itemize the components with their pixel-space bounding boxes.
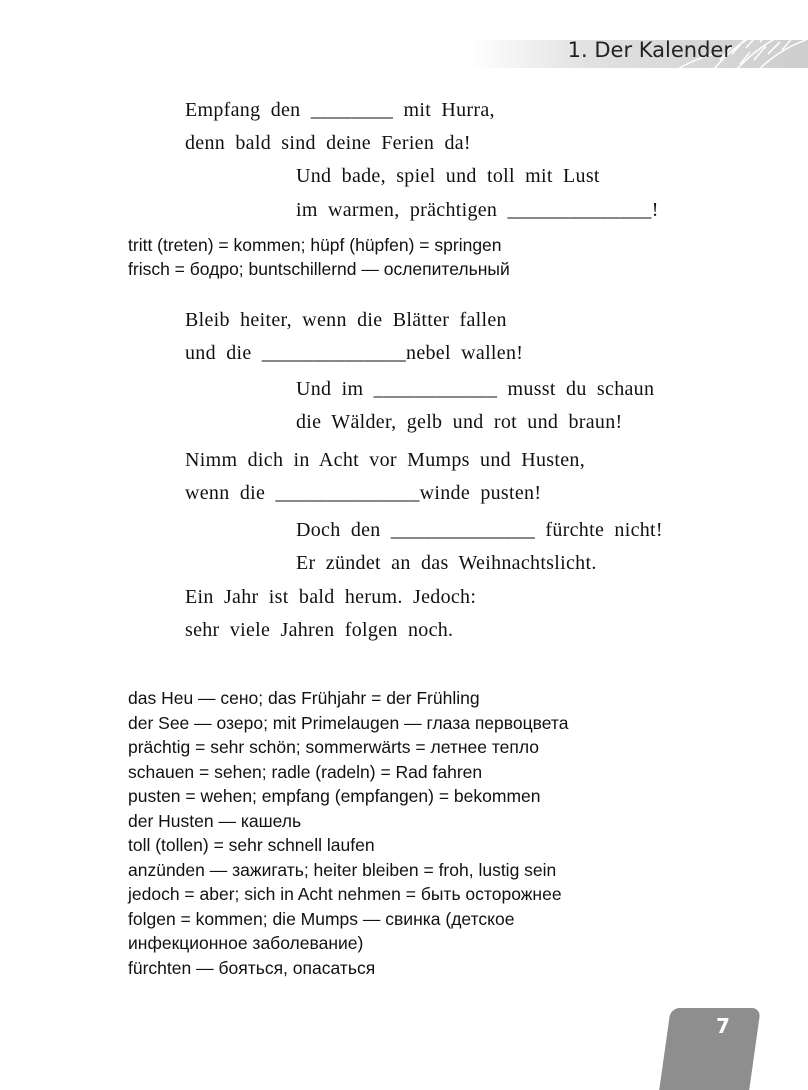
glossary-line: anzünden — зажигать; heiter bleiben = froh, lustig sein [128,859,557,880]
glossary-line: schauen = sehen; radle (radeln) = Rad fahren [128,761,483,782]
chapter-title: 1. Der Kalender [567,38,732,62]
glossary-line: frisch = бодро; buntschillernd — ослепительный [128,259,510,279]
poem-line: Und bade, spiel und toll mit Lust [296,165,600,187]
poem-line: sehr viele Jahren folgen noch. [185,619,454,641]
glossary-line: toll (tollen) = sehr schnell laufen [128,835,375,855]
glossary-line: tritt (treten) = kommen; hüpf (hüpfen) = springen [128,235,502,255]
poem-line: Doch den ______________ fürchte nicht! [296,519,663,541]
poem-line: und die ______________nebel wallen! [185,342,524,364]
glossary-line: folgen = kommen; die Mumps — свинка (детское [128,908,515,929]
poem-line: Empfang den ________ mit Hurra, [185,99,495,121]
poem-line: wenn die ______________winde pusten! [185,482,542,504]
page-number: 7 [716,1014,730,1038]
glossary-line: fürchten — бояться, опасаться [128,957,376,978]
poem-line: Nimm dich in Acht vor Mumps und Husten, [185,449,586,471]
poem-line: im warmen, prächtigen ______________! [296,199,659,221]
glossary-line: das Heu — сено; das Frühjahr = der Frühling [128,688,480,708]
poem-line: denn bald sind deine Ferien da! [185,132,471,154]
glossary-line: инфекционное заболевание) [128,933,364,953]
glossary-line: der Husten — кашель [128,810,302,831]
poem-line: Bleib heiter, wenn die Blätter fallen [185,309,507,331]
poem-line: die Wälder, gelb und rot und braun! [296,411,623,433]
glossary-line: prächtig = sehr schön; sommerwärts = летнее тепло [128,737,540,757]
poem-line: Und im ____________ musst du schaun [296,378,655,400]
poem-line: Er zündet an das Weihnachtslicht. [296,552,597,574]
glossary-line: pusten = wehen; empfang (empfangen) = bekommen [128,786,541,806]
glossary-line: der See — озеро; mit Primelaugen — глаза первоцвета [128,712,569,733]
page-number-tab [659,1008,761,1090]
poem-line: Ein Jahr ist bald herum. Jedoch: [185,586,477,608]
glossary-line: jedoch = aber; sich in Acht nehmen = быть осторожнее [128,884,562,904]
